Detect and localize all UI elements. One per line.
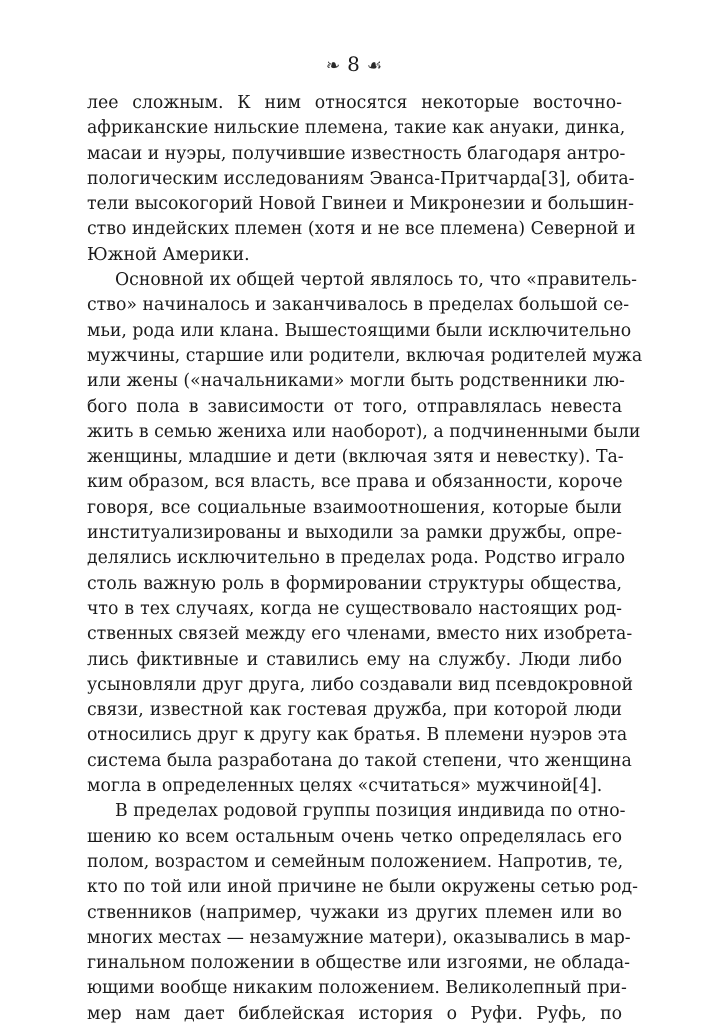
text-line: африканские нильские племена, такие как ануаки, динка, <box>87 118 626 139</box>
ornament-right-icon: ☙ <box>366 56 384 76</box>
text-line: ство» начиналось и заканчивалось в пределах большой се- <box>87 295 630 316</box>
text-line: ство индейских племен (хотя и не все племена) Северной и <box>87 219 636 240</box>
text-line: масаи и нуэры, получившие известность благодаря антро- <box>87 143 626 164</box>
text-line: бого пола в зависимости от того, отправлялась невеста <box>87 396 622 417</box>
text-line: гинальном положении в обществе или изгоями, не облада- <box>87 953 630 974</box>
text-line: ственников (например, чужаки из других племен или во <box>87 902 622 923</box>
page-header <box>87 50 622 80</box>
body-text <box>87 91 643 1027</box>
text-line: Основной их общей чертой являлось то, что «правитель- <box>115 270 638 291</box>
page-number: 8 <box>347 52 361 76</box>
text-line: Южной Америки. <box>87 244 250 265</box>
text-line: тели высокогорий Новой Гвинеи и Микронезии и большин- <box>87 194 635 215</box>
text-line: делялись исключительно в пределах рода. Родство играло <box>87 548 626 569</box>
text-line: мьи, рода или клана. Вышестоящими были исключительно <box>87 320 632 341</box>
text-line: что в тех случаях, когда не существовало настоящих род- <box>87 598 622 619</box>
text-line: ким образом, вся власть, все права и обязанности, короче <box>87 472 623 493</box>
text-line: В пределах родовой группы позиция индивида по отно- <box>115 801 626 822</box>
text-line: связи, известной как гостевая дружба, при которой люди <box>87 700 622 721</box>
text-line: кто по той или иной причине не были окружены сетью род- <box>87 877 638 898</box>
text-line: лись фиктивные и ставились ему на службу. Люди либо <box>87 649 622 670</box>
text-line: ственных связей между его членами, вместо них изобрета- <box>87 624 633 645</box>
text-line: могла в определенных целях «считаться» мужчиной[4]. <box>87 776 603 797</box>
ornament-left-icon: ❧ <box>325 56 342 76</box>
paragraph <box>87 91 636 268</box>
text-line: лее сложным. К ним относятся некоторые восточно- <box>87 93 622 113</box>
text-line: мер нам дает библейская история о Руфи. Руфь, по <box>87 1003 622 1024</box>
text-line: ющими вообще никаким положением. Великолепный при- <box>87 978 627 999</box>
text-line: многих местах — незамужние матери), оказывались в мар- <box>87 927 631 948</box>
paragraph <box>87 268 643 799</box>
text-line: столь важную роль в формировании структуры общества, <box>87 573 622 594</box>
text-line: система была разработана до такой степени, что женщина <box>87 750 632 771</box>
text-line: женщины, младшие и дети (включая зятя и невестку). Та- <box>87 447 624 468</box>
paragraph <box>87 799 638 1027</box>
text-line: шению ко всем остальным очень четко определялась его <box>87 826 622 847</box>
text-line: усыновляли друг друга, либо создавали вид псевдокровной <box>87 674 634 695</box>
text-line: говоря, все социальные взаимоотношения, которые были <box>87 497 622 518</box>
book-page <box>87 50 643 1027</box>
text-line: или жены («начальниками» могли быть родственники лю- <box>87 371 625 392</box>
text-line: жить в семью жениха или наоборот), а подчиненными были <box>87 421 641 442</box>
text-line: полом, возрастом и семейным положением. Напротив, те, <box>87 851 624 872</box>
text-line: относились друг к другу как братья. В племени нуэров эта <box>87 725 628 746</box>
text-line: пологическим исследованиям Эванса-Притчарда[3], обита- <box>87 168 635 189</box>
text-line: мужчины, старшие или родители, включая родителей мужа <box>87 345 643 366</box>
text-line: институализированы и выходили за рамки дружбы, опре- <box>87 523 622 544</box>
